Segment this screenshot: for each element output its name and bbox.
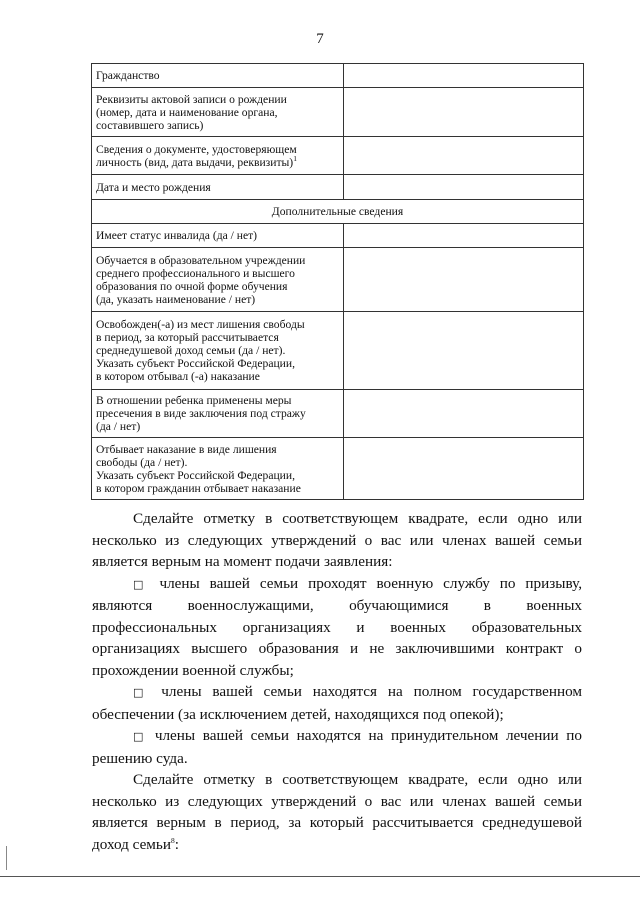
scan-margin-mark [6, 846, 7, 870]
field-label: Гражданство [92, 64, 344, 88]
instructions-text [92, 508, 582, 855]
instruction-paragraph [92, 508, 582, 573]
checkbox-statement [92, 725, 582, 769]
paragraph-tail: : [174, 835, 179, 853]
field-value-cell[interactable] [344, 248, 584, 312]
table-row [92, 390, 584, 438]
field-value-cell[interactable] [344, 438, 584, 500]
table-row [92, 224, 584, 248]
table-row [92, 137, 584, 175]
paragraph-text: члены вашей семьи находятся на принудительном лечении по решению суда. [92, 727, 583, 767]
table-row [92, 88, 584, 137]
table-row [92, 64, 584, 88]
footnote-marker: 1 [293, 153, 297, 163]
field-value-cell[interactable] [344, 312, 584, 390]
checkbox-square[interactable]: □ [133, 730, 148, 743]
checkbox-statement [92, 681, 582, 725]
field-label: Дата и место рождения [92, 175, 344, 200]
section-title: Дополнительные сведения [92, 200, 584, 224]
field-label: Имеет статус инвалида (да / нет) [92, 224, 344, 248]
page-number: 7 [316, 31, 324, 47]
paragraph-text: члены вашей семьи проходят военную службу по призыву, являются военнослужащими, обучающимися в военных профессиональных организациях и военных образовательных организациях высшего образования и не заключившими контракт о прохождении военной службы; [92, 574, 582, 679]
checkbox-statement [92, 573, 582, 682]
field-value-cell[interactable] [344, 224, 584, 248]
field-value-cell[interactable] [344, 88, 584, 137]
field-value-cell[interactable] [344, 175, 584, 200]
field-value-cell[interactable] [344, 390, 584, 438]
field-label: Сведения о документе, удостоверяющем личность (вид, дата выдачи, реквизиты)$^1$ [92, 137, 344, 175]
field-label: Обучается в образовательном учреждении среднего профессионального и высшего образования по очной форме обучения (да, указать наименование / нет) [92, 248, 344, 312]
table-row [92, 248, 584, 312]
paragraph-text: члены вашей семьи находятся на полном государственном обеспечении (за исключением детей, находящихся под опекой); [92, 683, 582, 723]
field-label: Отбывает наказание в виде лишения свободы (да / нет). Указать субъект Российской Федерации, в котором гражданин отбывает наказание [92, 438, 344, 500]
paragraph-text: Сделайте отметку в соответствующем квадрате, если одно или несколько из следующих утверждений о вас или членах вашей семьи является верным на момент подачи заявления: [92, 510, 582, 570]
field-value-cell[interactable] [344, 64, 584, 88]
table-section-header [92, 200, 584, 224]
footnote-marker: 8 [170, 835, 175, 845]
checkbox-square[interactable]: □ [133, 686, 151, 699]
field-label: В отношении ребенка применены меры пресечения в виде заключения под стражу (да / нет) [92, 390, 344, 438]
paragraph-text: Сделайте отметку в соответствующем квадрате, если одно или несколько из следующих утверждений о вас или членах вашей семьи является верным в период, за который рассчитывается среднедушевой доход семьи [92, 771, 582, 853]
table-row [92, 438, 584, 500]
table-body [92, 64, 584, 500]
table-row [92, 312, 584, 390]
checkbox-square[interactable]: □ [133, 577, 150, 591]
field-label: Реквизиты актовой записи о рождении (номер, дата и наименование органа, составившего запись) [92, 88, 344, 137]
personal-info-table [91, 63, 584, 500]
page-bottom-edge [0, 876, 640, 877]
table-row [92, 175, 584, 200]
field-label: Освобожден(-а) из мест лишения свободы в период, за который рассчитывается среднедушевой доход семьи (да / нет). Указать субъект Российской Федерации, в котором отбывал (-а) наказание [92, 312, 344, 390]
instruction-paragraph [92, 769, 582, 855]
field-value-cell[interactable] [344, 137, 584, 175]
